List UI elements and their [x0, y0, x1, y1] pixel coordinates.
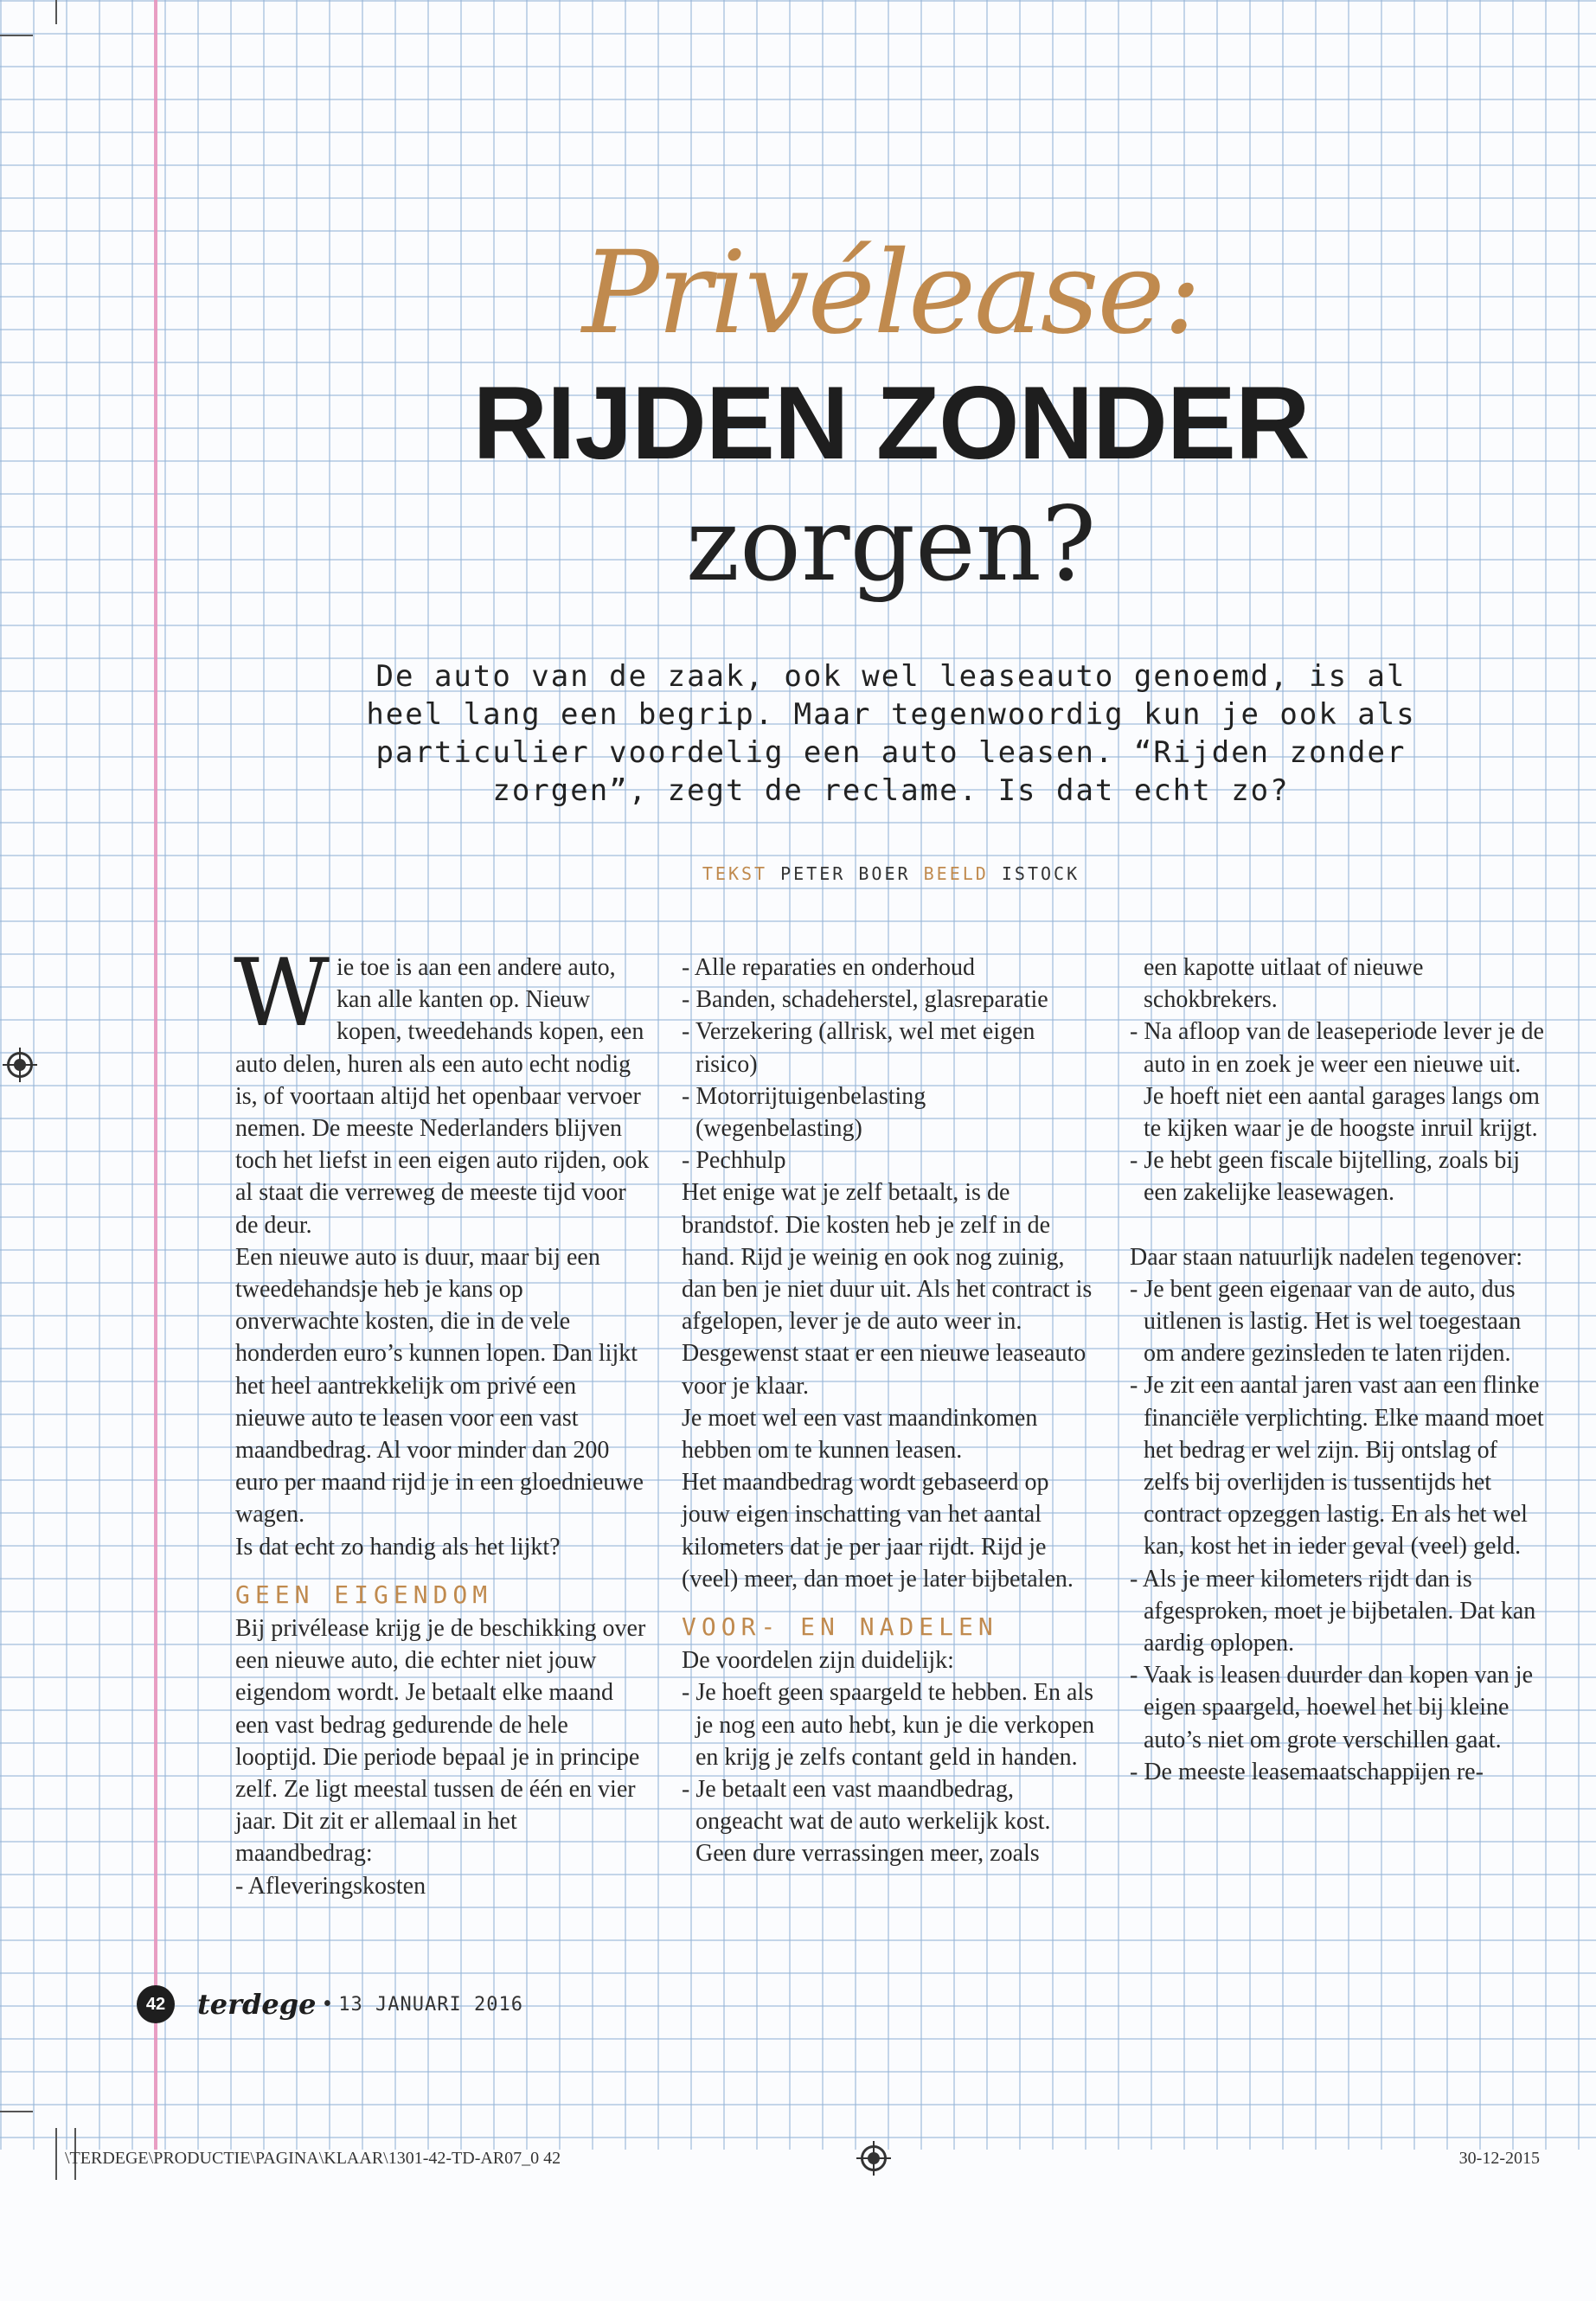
issue-date: 13 JANUARI 2016 [338, 1993, 523, 2016]
credit-image-name: ISTOCK [1001, 863, 1080, 884]
paragraph: Het enige wat je zelf betaalt, is de brandstof. Die kosten heb je zelf in de hand. Rijd je weinig en ook nog zuinig, dan ben je niet duur uit. Als het contract is afgelopen, lever je de auto weer in. Desgewenst staat er een nieuwe leaseauto voor je klaar. [682, 1179, 1093, 1400]
list-item: - Verzekering (allrisk, wel met eigen risico) [682, 1018, 1035, 1078]
credits [0, 863, 1596, 884]
article-column-1 [234, 939, 651, 1902]
page-number: 42 [137, 1985, 175, 2023]
title-line1: Privélease: [581, 227, 1201, 360]
list-item: - Je bent geen eigenaar van de auto, dus uitlenen is lastig. Het is wel toegestaan om andere gezinsleden te laten rijden. [1130, 1275, 1522, 1368]
credit-text-label: TEKST [702, 863, 768, 884]
title-line3: zorgen? [685, 484, 1097, 604]
crop-mark [0, 35, 33, 36]
list-item: - Afleveringskosten [235, 1872, 426, 1900]
paragraph: Het maandbedrag wordt gebaseerd op jouw eigen inschatting van het aantal kilometers dat je per jaar rijdt. Rijd je (veel) meer, dan moet je later bijbetalen. [682, 1469, 1074, 1593]
print-slug-path: \TERDEGE\PRODUCTIE\PAGINA\KLAAR\1301-42-TD-AR07_0 42 [65, 2149, 561, 2168]
list-item: - Je hebt geen fiscale bijtelling, zoals bij een zakelijke leasewagen. [1130, 1147, 1520, 1207]
list-item: - Vaak is leasen duurder dan kopen van je eigen spaargeld, hoewel het bij kleine auto’s niet om grote verschillen gaat. [1130, 1662, 1533, 1753]
list-item: - Banden, schadeherstel, glasreparatie [682, 986, 1048, 1014]
trim-area [0, 2150, 1596, 2301]
title-line2: RIJDEN ZONDER [472, 365, 1310, 481]
list-item: - Pechhulp [682, 1147, 786, 1175]
paragraph: een kapotte uitlaat of nieuwe schokbrekers. [1144, 954, 1424, 1014]
paragraph: ie toe is aan een andere auto, kan alle kanten op. Nieuw kopen, tweedehands kopen, een auto delen, huren als een auto echt nodig is, of voortaan altijd het openbaar vervoer nemen. De meeste Nederlanders blijven toch het liefst in een eigen auto rijden, ook al staat die verreweg de meeste tijd voor de deur. [235, 954, 650, 1239]
paragraph: Een nieuwe auto is duur, maar bij een tweedehandsje heb je kans op onverwachte kosten, die in de vele honderden euro’s kunnen lopen. Dan lijkt het heel aantrekkelijk om privé een nieuwe auto te leasen voor een vast maandbedrag. Al voor minder dan 200 euro per maand rijd je in een gloednieuwe wagen. [235, 1243, 644, 1529]
print-slug-date: 30-12-2015 [1458, 2149, 1540, 2168]
list-item: - De meeste leasemaatschappijen re- [1130, 1758, 1484, 1785]
paragraph: Je moet wel een vast maandinkomen hebben om te kunnen leasen. [682, 1404, 1038, 1465]
brand-logo: terdege [197, 1988, 317, 2021]
list-item: - Je zit een aantal jaren vast aan een flinke financiële verplichting. Elke maand moet het bedrag er wel zijn. Bij ontslag of zelfs bij overlijden is tussentijds het contract opzeggen lastig. En als het wel kan, kost het in ieder geval (veel) geld. [1130, 1372, 1544, 1561]
crop-mark [0, 2111, 33, 2112]
credit-text-name: PETER BOER [780, 863, 911, 884]
list-item: - Je betaalt een vast maandbedrag, ongeacht wat de auto werkelijk kost. Geen dure verrassingen meer, zoals [682, 1776, 1051, 1868]
list-item: - Als je meer kilometers rijdt dan is afgesproken, moet je bijbetalen. Dat kan aardig oplopen. [1130, 1565, 1536, 1657]
separator: • [323, 1990, 332, 2017]
intro-text: De auto van de zaak, ook wel leaseauto genoemd, is al heel lang een begrip. Maar tegenwoordig kun je ook als particulier voordelig een auto leasen. “Rijden zonder zorgen”, zegt de reclame. Is dat echt zo? [366, 659, 1416, 808]
registration-mark-icon [7, 1052, 33, 1078]
page-footer [137, 1983, 523, 2026]
paragraph: Is dat echt zo handig als het lijkt? [235, 1533, 561, 1561]
crop-mark [55, 0, 57, 24]
credit-image-label: BEELD [923, 863, 989, 884]
list-item: - Motorrijtuigenbelasting (wegenbelasting) [682, 1082, 926, 1143]
list-item: - Alle reparaties en onderhoud [682, 954, 975, 981]
registration-mark-icon [861, 2145, 887, 2171]
crop-mark [55, 2128, 57, 2180]
paragraph: Bij privélease krijg je de beschikking over een nieuwe auto, die echter niet jouw eigendom wordt. Je betaalt elke maand een vast bedrag gedurende de hele looptijd. Die periode bepaal je in principe zelf. Ze ligt meestal tussen de één en vier jaar. Dit zit er allemaal in het maandbedrag: [235, 1615, 646, 1868]
subheading: GEEN EIGENDOM [235, 1580, 493, 1609]
list-item: - Je hoeft geen spaargeld te hebben. En als je nog een auto hebt, kun je die verkopen en krijg je zelfs contant geld in handen. [682, 1679, 1095, 1771]
article-column-3 [1130, 952, 1545, 1788]
paragraph: De voordelen zijn duidelijk: [682, 1647, 954, 1675]
paragraph: Daar staan natuurlijk nadelen tegenover: [1130, 1243, 1523, 1271]
spacer [1130, 1209, 1545, 1241]
list-item: - Na afloop van de leaseperiode lever je de auto in en zoek je weer een nieuwe uit. Je hoeft niet een aantal garages langs om te kijken waar je de hoogste inruil krijgt. [1130, 1018, 1544, 1143]
article-column-2 [682, 952, 1097, 1870]
drop-cap: W [234, 939, 330, 1048]
subheading: VOOR- EN NADELEN [682, 1612, 998, 1642]
